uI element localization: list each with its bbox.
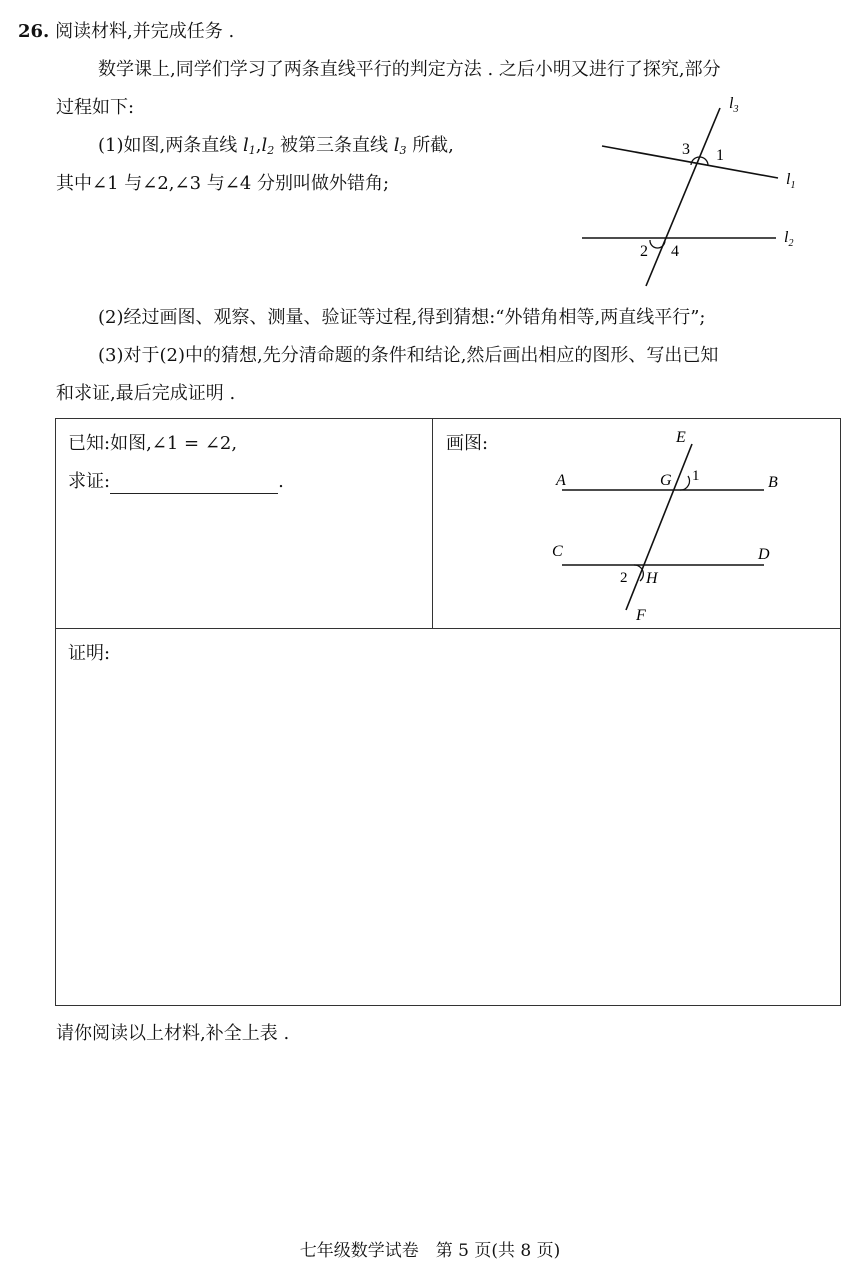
- fig2-label-F: F: [636, 607, 646, 624]
- step1-line-2: 其中∠1 与∠2,∠3 与∠4 分别叫做外错角;: [56, 173, 390, 194]
- fig2-label-A: A: [556, 472, 566, 489]
- step1-line: (1)如图,两条直线 $l_1,l_2$ 被第三条直线 $l_3$ 所截,: [98, 135, 454, 157]
- table-horizontal-divider: [55, 628, 841, 629]
- fig1-angle-1: 1: [716, 147, 724, 164]
- figure-2-diagram: [540, 424, 800, 628]
- draw-label: 画图:: [446, 433, 489, 454]
- step3-line-1: (3)对于(2)中的猜想,先分清命题的条件和结论,然后画出相应的图形、写出已知: [98, 345, 719, 366]
- step1-mid: 被第三条直线: [279, 135, 388, 156]
- fig2-label-E: E: [676, 429, 686, 446]
- step2-line: (2)经过画图、观察、测量、验证等过程,得到猜想:“外错角相等,两直线平行”;: [98, 307, 706, 328]
- prove-blank[interactable]: [110, 475, 278, 494]
- intro-line-2: 过程如下:: [56, 97, 135, 118]
- fig2-label-G: G: [660, 472, 672, 489]
- fig2-label-B: B: [768, 474, 778, 491]
- question-heading: 阅读材料,并完成任务 .: [55, 21, 235, 42]
- fig1-angle-2: 2: [640, 243, 648, 260]
- figure-1-diagram: [570, 88, 810, 298]
- fig2-label-D: D: [758, 546, 770, 563]
- prove-label: 求证:: [68, 471, 111, 492]
- fig1-label-l1: $l_1$: [786, 171, 796, 191]
- fig1-label-l3: $l_3$: [729, 95, 739, 115]
- proof-answer-area[interactable]: [62, 672, 832, 998]
- fig2-angle-2: 2: [620, 570, 628, 586]
- page-footer: 七年级数学试卷 第 5 页(共 8 页): [299, 1241, 561, 1261]
- fig2-label-C: C: [552, 543, 563, 560]
- given-label: 已知:如图,∠1 = ∠2,: [68, 433, 238, 454]
- prove-end: .: [278, 471, 284, 492]
- proof-label: 证明:: [68, 643, 111, 664]
- fig1-angle-3: 3: [682, 141, 690, 158]
- intro-line-1: 数学课上,同学们学习了两条直线平行的判定方法 . 之后小明又进行了探究,部分: [98, 59, 721, 80]
- fig2-label-H: H: [646, 570, 658, 587]
- step1-suffix: 所截,: [412, 135, 454, 156]
- fig1-label-l2: $l_2$: [784, 229, 794, 249]
- step3-line-2: 和求证,最后完成证明 .: [56, 383, 236, 404]
- question-header: [18, 20, 234, 44]
- fig2-angle-1: 1: [692, 468, 700, 484]
- closing-instruction: 请你阅读以上材料,补全上表 .: [56, 1023, 290, 1044]
- step1-l2: $l_2$: [261, 135, 275, 157]
- step1-l3: $l_3$: [393, 135, 407, 157]
- step1-prefix: (1)如图,两条直线: [98, 135, 238, 156]
- prove-row: [68, 470, 284, 494]
- table-vertical-divider: [432, 418, 433, 628]
- step1-l1: $l_1$: [242, 135, 256, 157]
- question-number: 26.: [18, 21, 50, 42]
- fig1-angle-4: 4: [671, 243, 679, 260]
